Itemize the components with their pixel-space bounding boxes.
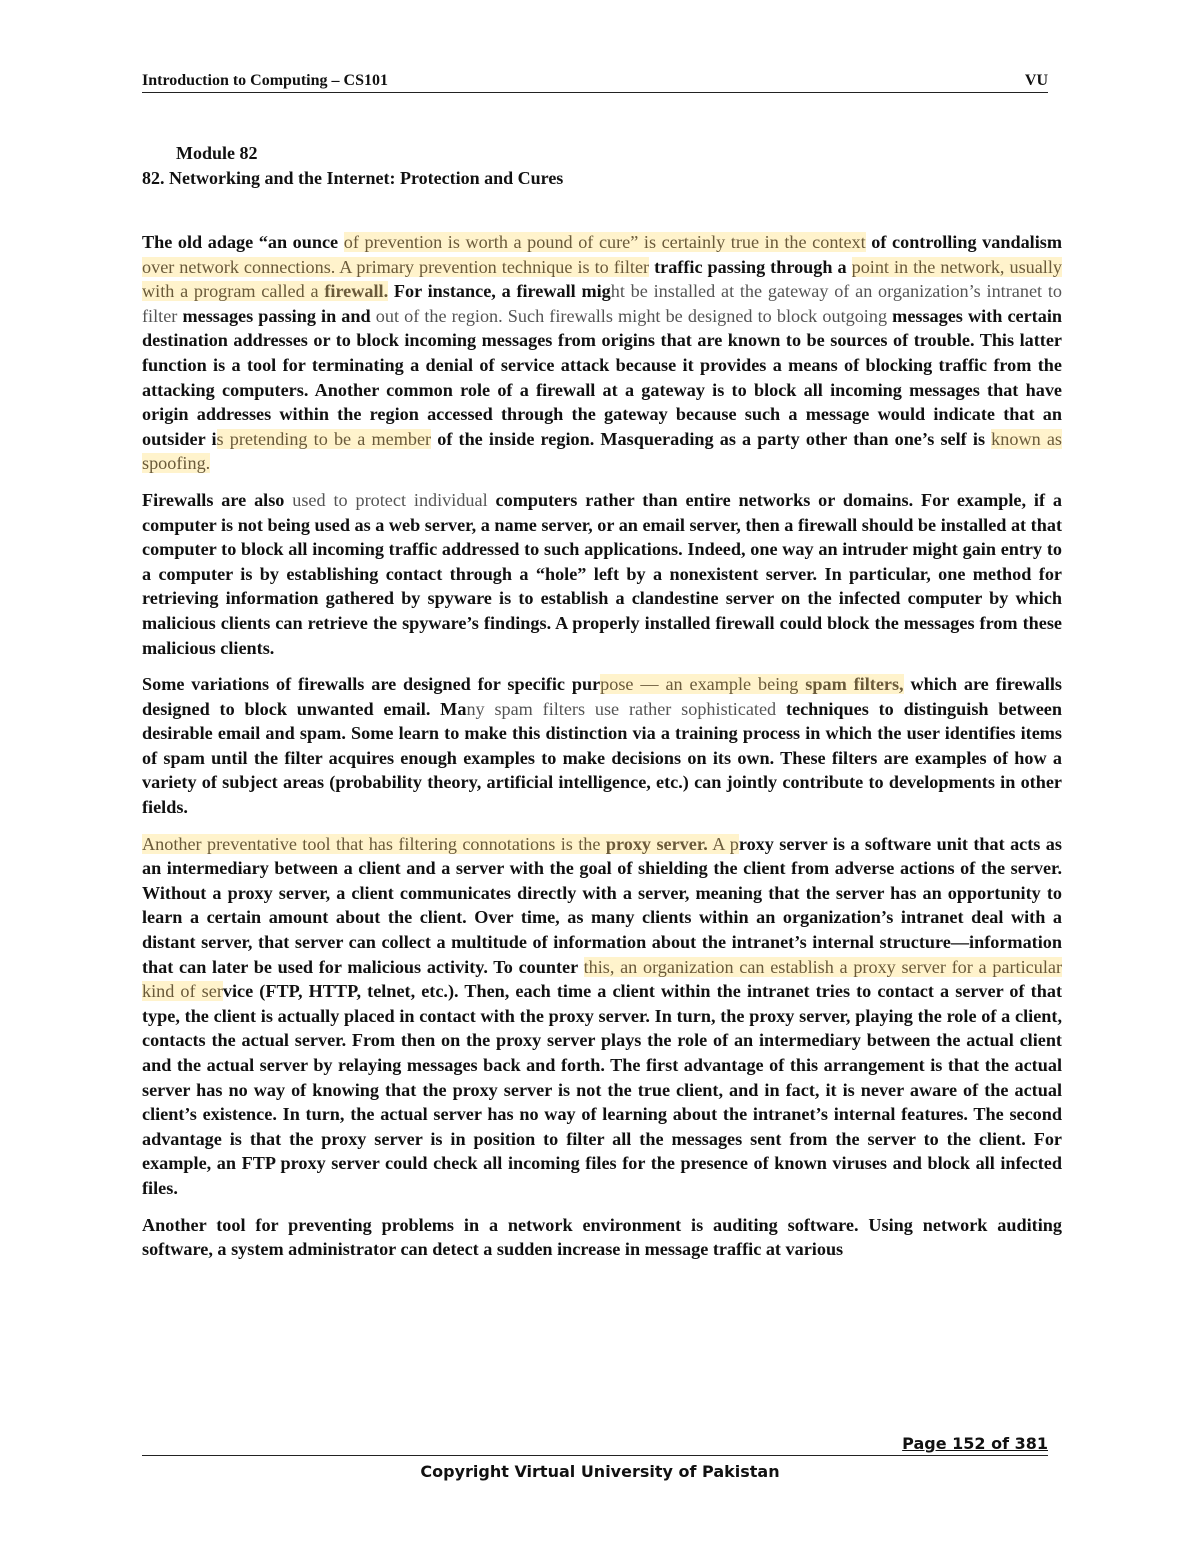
paragraph-auditing-software xyxy=(142,1213,1062,1262)
text-run: roxy server is a software unit that acts as an intermediary between a client and a server with the goal of shielding the client from adverse actions of the server. Without a proxy server, a client communicates directly with a server, meaning that the server has an opportunity to learn a certain amount about the client. Over time, as many clients within an organization’s intranet deal with a distant server, that server can collect a multitude of information about the intranet’s internal structure—information that can later be used for malicious activity. To counter xyxy=(142,833,1062,977)
faint-run: used to protect individual xyxy=(292,489,488,510)
text-run: For instance, a firewall mig xyxy=(388,281,611,302)
text-run: vice (FTP, HTTP, telnet, etc.). Then, each time a client within the intranet tries to contact a server of that type, the client is actually placed in contact with the proxy server. In turn, the proxy server, playing the role of a client, contacts the actual server. From then on the proxy server plays the role of an intermediary between the actual client and the actual server by relaying messages back and forth. The first advantage of this arrangement is that the actual server has no way of knowing that the proxy server is not the true client, and in fact, it is never aware of the actual client’s existence. In turn, the actual server has no way of learning about the intranet’s internal features. The second advantage is that the proxy server is in position to filter all the messages sent from the server to the client. For example, an FTP proxy server could check all incoming files for the presence of known viruses and block all infected files. xyxy=(142,981,1062,1198)
text-run: of the inside region. Masquerading as a party other than one’s self is xyxy=(431,428,992,449)
text-run: which are firewalls designed to block unwanted email. Ma xyxy=(142,674,1062,719)
faint-run: ht be installed at the gateway of an organization’s intranet to filter xyxy=(142,281,1062,326)
document-body xyxy=(142,230,1062,1274)
text-run: Some variations of firewalls are designed for specific pur xyxy=(142,674,601,695)
term-proxy-server: proxy server. xyxy=(605,833,708,854)
text-run: Another tool for preventing problems in a network environment is auditing software. Using network auditing software, a system administrator can detect a sudden increase in message traffic at various xyxy=(142,1214,1062,1260)
term-spoofing: known as spoofing. xyxy=(142,428,1062,474)
text-run: messages with certain destination addresses or to block incoming messages from origins that are known to be sources of trouble. This latter function is a tool for terminating a denial of service attack because it provides a means of blocking traffic from the attacking computers. Another common role of a firewall at a gateway is to block all incoming messages that have origin addresses within the region accessed through the gateway because such a message would indicate that an outsider i xyxy=(142,305,1062,449)
footer-divider xyxy=(142,1455,1048,1456)
faint-run: ny spam filters use rather sophisticated xyxy=(466,698,777,719)
term-firewall: firewall. xyxy=(324,281,389,302)
institution-label: VU xyxy=(1024,72,1048,89)
term-spam-filters: spam filters, xyxy=(805,674,904,695)
course-title: Introduction to Computing – CS101 xyxy=(142,72,388,89)
highlight-run: Another preventative tool that has filtering connotations is the xyxy=(142,833,606,854)
page-number: Page 152 of 381 xyxy=(902,1434,1048,1453)
paragraph-spam-filters xyxy=(142,672,1062,820)
text-run: techniques to distinguish between desirable email and spam. Some learn to make this distinction via a training process in which the user identifies items of spam until the filter acquires enough examples to make decisions on its own. These filters are examples of how a variety of subject areas (probability theory, artificial intelligence, etc.) can jointly contribute to developments in other fields. xyxy=(142,698,1062,818)
highlight-run: s pretending to be a member xyxy=(216,428,432,449)
highlight-run: over network connections. A primary prevention technique is to filter xyxy=(142,256,650,277)
highlight-run: this, an organization can establish a proxy server for a particular kind of ser xyxy=(142,956,1062,1002)
module-label: Module 82 xyxy=(176,143,258,163)
text-run: The old adage “an ounce xyxy=(142,232,344,252)
highlight-run: A p xyxy=(707,833,739,854)
text-run: traffic passing through a xyxy=(649,256,852,277)
paragraph-proxy-server xyxy=(142,832,1062,1201)
paragraph-individual-firewalls xyxy=(142,488,1062,660)
text-run: computers rather than entire networks or domains. For example, if a computer is not being used as a web server, a name server, or an email server, then a firewall should be installed at that computer to block all incoming traffic addressed to such applications. Indeed, one way an intruder might gain entry to a computer is by establishing contact through a “hole” left by a nonexistent server. In particular, one method for retrieving information gathered by spyware is to establish a clandestine server on the infected computer by which malicious clients can retrieve the spyware’s findings. A properly installed firewall could block the messages from these malicious clients. xyxy=(142,489,1062,658)
page-header xyxy=(142,70,1048,93)
highlight-run: pose — an example being xyxy=(600,674,806,695)
section-title: 82. Networking and the Internet: Protection and Cures xyxy=(142,168,564,188)
paragraph-firewalls-intro xyxy=(142,230,1062,476)
faint-run: out of the region. Such firewalls might be designed to block outgoing xyxy=(375,305,888,326)
text-run: Firewalls are also xyxy=(142,489,293,510)
highlight-run: point in the network, usually with a program called a xyxy=(142,256,1063,302)
text-run: of controlling vandalism xyxy=(865,232,1062,252)
text-run: messages passing in and xyxy=(177,305,376,326)
highlight-run: of prevention is worth a pound of cure” is certainly true in the context xyxy=(343,232,866,252)
copyright-notice: Copyright Virtual University of Pakistan xyxy=(420,1462,780,1481)
